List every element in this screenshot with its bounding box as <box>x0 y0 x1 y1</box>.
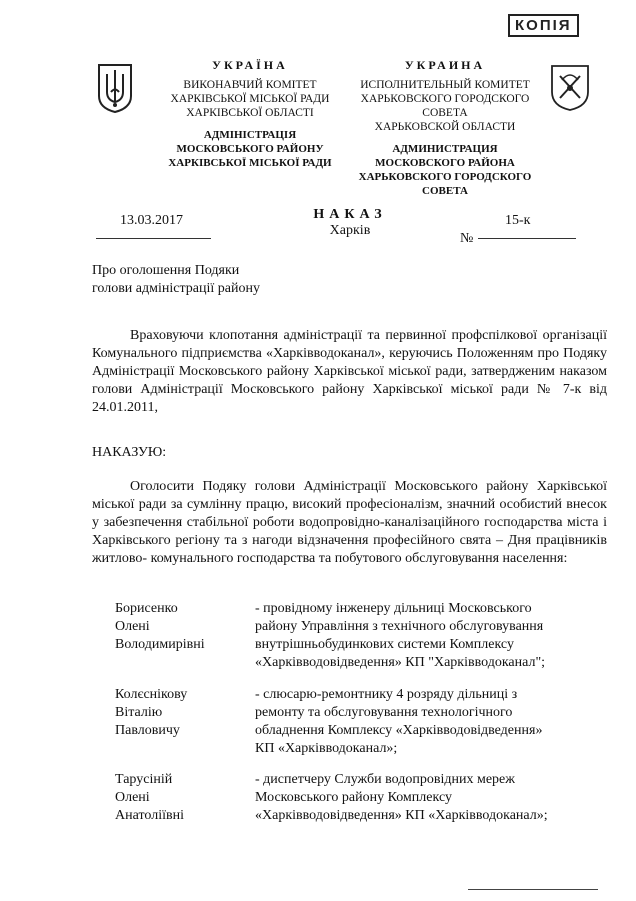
first-name: Олені <box>115 790 150 805</box>
country-name: УКРАЇНА <box>212 58 288 72</box>
subject-line: Про оголошення Подяки <box>92 263 240 278</box>
number-sign: № <box>460 231 474 246</box>
preamble-paragraph: Враховуючи клопотання адміністрації та первинної профспілкової організації Комунального підприємства «Харківводоканал», керуючись Положенням про Подяку Адміністрації Московського району Харківської міської ради, затвердженим наказом голови Адміністрації Московського району Харківської міської ради № 7-к від 24.01.2011, <box>92 328 607 415</box>
order-subject <box>92 262 260 298</box>
country-name: УКРАИНА <box>404 58 486 72</box>
description-line: - провідному інженеру дільниці Московського <box>255 601 532 616</box>
header-ukrainian <box>150 58 350 170</box>
title-text: НАКАЗ <box>313 207 387 222</box>
clause-1-paragraph: Оголосити Подяку голови Адміністрації Московського району Харківської міської ради за сумлінну працю, високий професіоналізм, значний особистий внесок у забезпечення стабільної роботи водопровідно-каналізаційного господарства міста і Харківського регіону та з нагоди відзначення професійного свята – Дня працівників житлово- комунального господарства та побутового обслуговування населення: <box>92 479 607 566</box>
header-line: ХАРЬКОВСКОГО ГОРОДСКОГО СОВЕТА <box>360 93 530 119</box>
patronymic: Володимирівні <box>115 637 205 652</box>
person-description <box>255 771 597 825</box>
first-name: Віталію <box>115 705 163 720</box>
person-name <box>115 771 235 825</box>
description-line: обладнення Комплексу «Харківводовідведення» <box>255 723 543 738</box>
first-name: Олені <box>115 619 150 634</box>
number-underline <box>478 238 576 239</box>
footer-line <box>468 889 598 890</box>
subject-line: голови адміністрації району <box>92 281 260 296</box>
description-line: КП «Харківводоканал»; <box>255 741 398 756</box>
patronymic: Павловичу <box>115 723 180 738</box>
admin-line: ХАРКІВСЬКОЇ МІСЬКОЇ РАДИ <box>168 157 332 169</box>
description-line: ремонту та обслуговування технологічного <box>255 705 513 720</box>
administration-name <box>150 128 350 170</box>
header-russian <box>340 58 550 198</box>
header-line: ХАРКІВСЬКОЇ ОБЛАСТІ <box>186 107 314 119</box>
person-name <box>115 686 235 740</box>
description-line: «Харківводовідведення» КП «Харківводоканал»; <box>255 808 548 823</box>
patronymic: Анатоліївні <box>115 808 184 823</box>
admin-line: МОСКОВСЬКОГО РАЙОНУ <box>176 143 324 155</box>
description-line: району Управління з технічного обслуговування <box>255 619 544 634</box>
order-date: 13.03.2017 <box>120 213 183 228</box>
person-description <box>255 600 597 672</box>
header-line: ХАРКІВСЬКОЇ МІСЬКОЇ РАДИ <box>170 93 330 105</box>
number-value: 15-к <box>505 213 531 228</box>
surname: Тарусіній <box>115 772 173 787</box>
surname: Борисенко <box>115 601 178 616</box>
administration-name <box>340 142 550 198</box>
description-line: «Харківводовідведення» КП "Харківводоканал"; <box>255 655 546 670</box>
admin-line: АДМИНИСТРАЦИЯ <box>392 143 498 155</box>
admin-line: ХАРЬКОВСКОГО ГОРОДСКОГО СОВЕТА <box>358 171 532 197</box>
copy-stamp: КОПІЯ <box>508 14 579 37</box>
date-underline <box>96 238 211 239</box>
person-name <box>115 600 235 654</box>
description-line: Московського району Комплексу <box>255 790 452 805</box>
order-word: НАКАЗУЮ: <box>92 445 167 460</box>
admin-line: МОСКОВСКОГО РАЙОНА <box>375 157 515 169</box>
kharkiv-coat-of-arms-icon <box>548 62 592 112</box>
admin-line: АДМІНІСТРАЦІЯ <box>203 129 297 141</box>
header-line: ХАРЬКОВСКОЙ ОБЛАСТИ <box>374 121 516 133</box>
city-name: Харків <box>329 223 371 238</box>
surname: Колєснікову <box>115 687 188 702</box>
person-description <box>255 686 597 758</box>
header-line: ИСПОЛНИТЕЛЬНЫЙ КОМИТЕТ <box>360 79 530 91</box>
description-line: внутрішньобудинкових системи Комплексу <box>255 637 514 652</box>
document-title <box>300 207 400 239</box>
trident-coat-of-arms-icon <box>96 62 134 114</box>
description-line: - диспетчеру Служби водопровідних мереж <box>255 772 515 787</box>
header-line: ВИКОНАВЧИЙ КОМІТЕТ <box>183 79 317 91</box>
description-line: - слюсарю-ремонтнику 4 розряду дільниці з <box>255 687 518 702</box>
